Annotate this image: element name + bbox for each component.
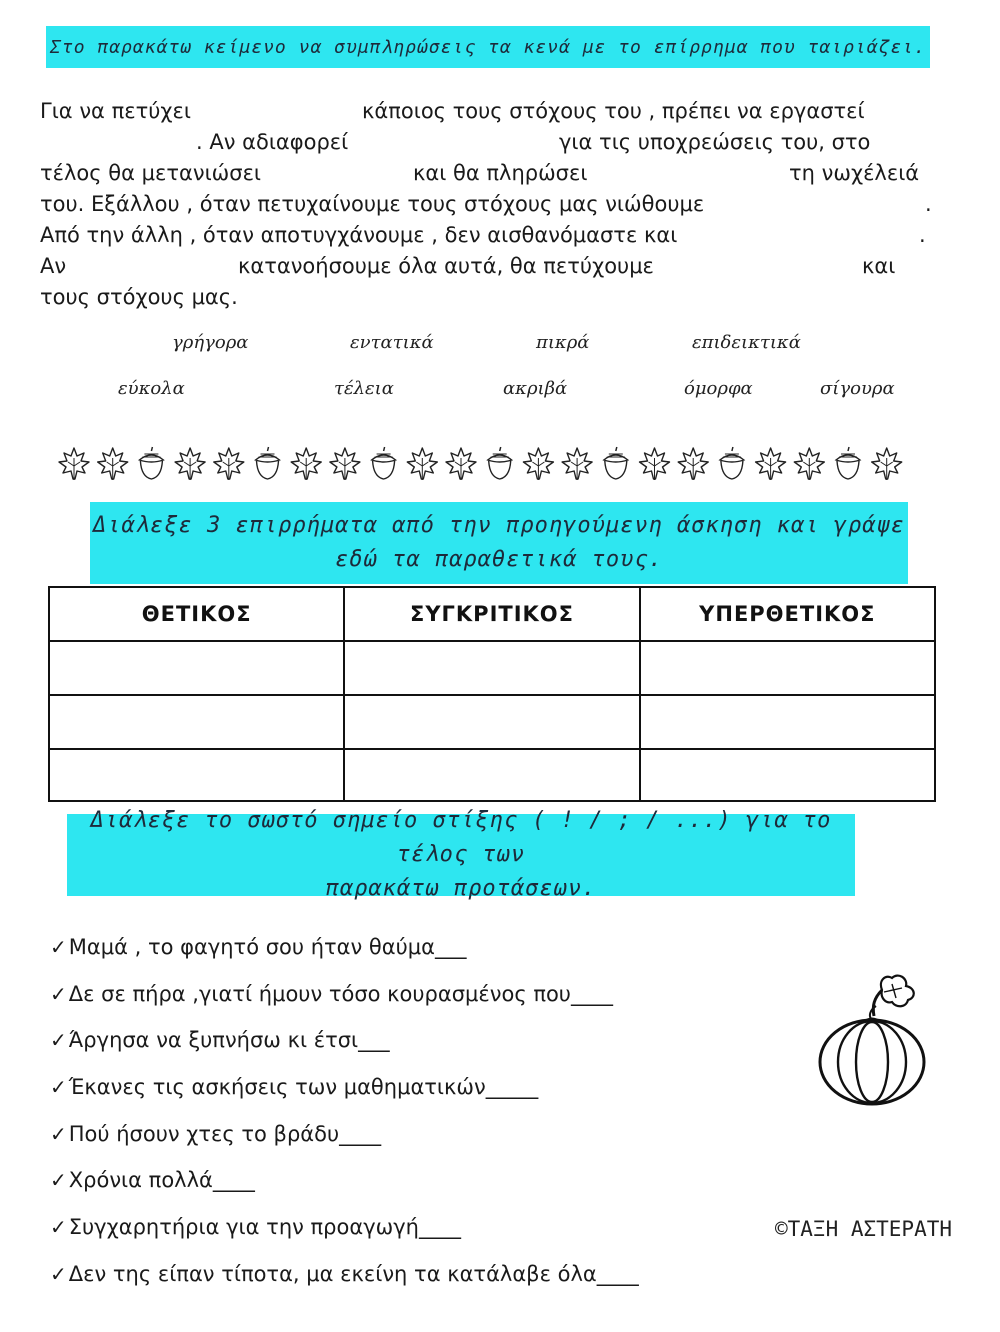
- sentence-text: Άργησα να ξυπνήσω κι έτσι___: [68, 1028, 390, 1052]
- acorn-icon: [720, 447, 744, 479]
- check-icon: ✓: [50, 1122, 67, 1146]
- instruction-banner-punctuation: [67, 808, 855, 901]
- list-item: [50, 1212, 461, 1242]
- word-bank-item: σίγουρα: [820, 378, 895, 399]
- list-item: [50, 1119, 381, 1149]
- list-item: [50, 979, 613, 1009]
- answer-cell[interactable]: [344, 641, 639, 695]
- word-bank-item: πικρά: [536, 332, 590, 353]
- list-item: [50, 1025, 390, 1055]
- degrees-table: [48, 586, 936, 802]
- maple-leaf-icon: [562, 448, 592, 480]
- acorn-icon: [836, 447, 860, 479]
- autumn-leaves-border: [56, 446, 908, 482]
- maple-leaf-icon: [794, 448, 824, 480]
- paragraph-text: τους στόχους μας.: [40, 285, 238, 309]
- instruction-text: παρακάτω προτάσεων.: [325, 876, 597, 901]
- answer-cell[interactable]: [640, 695, 935, 749]
- acorn-icon: [488, 447, 512, 479]
- word-bank-item: εύκολα: [118, 378, 185, 399]
- sentence-text: Συγχαρητήρια για την προαγωγή____: [68, 1215, 461, 1239]
- instruction-banner-comparatives: [90, 502, 908, 584]
- instruction-banner-fill-blanks: [46, 26, 930, 68]
- paragraph-text: τέλος θα μετανιώσει: [40, 161, 262, 185]
- copyright-text: ©ΤΑΞΗ ΑΣΤΕΡΑΤΗ: [775, 1217, 953, 1241]
- paragraph-text: του. Εξάλλου , όταν πετυχαίνουμε τους στόχους μας νιώθουμε: [40, 192, 705, 216]
- list-item: [50, 1165, 255, 1195]
- header-superlative: ΥΠΕΡΘΕΤΙΚΟΣ: [640, 587, 935, 641]
- pumpkin-icon: [812, 970, 930, 1110]
- acorn-icon: [604, 447, 628, 479]
- maple-leaf-icon: [175, 448, 205, 480]
- answer-cell[interactable]: [49, 695, 344, 749]
- sentence-text: Πού ήσουν χτες το βράδυ____: [68, 1122, 382, 1146]
- check-icon: ✓: [50, 982, 67, 1006]
- word-bank-item: επιδεικτικά: [692, 332, 801, 353]
- check-icon: ✓: [50, 1262, 67, 1286]
- instruction-text: Διάλεξε το σωστό σημείο στίξης ( ! / ; / ...) για το τέλος των: [90, 808, 832, 867]
- word-bank-item: τέλεια: [334, 378, 394, 399]
- list-item: [50, 1072, 538, 1102]
- acorn-icon: [372, 447, 396, 479]
- paragraph-text: .: [925, 192, 932, 216]
- acorn-icon: [139, 447, 163, 479]
- instruction-text: εδώ τα παραθετικά τους.: [335, 547, 663, 572]
- answer-cell[interactable]: [49, 749, 344, 801]
- word-bank-item: γρήγορα: [172, 332, 249, 353]
- maple-leaf-icon: [214, 448, 244, 480]
- answer-cell[interactable]: [344, 749, 639, 801]
- maple-leaf-icon: [407, 448, 437, 480]
- paragraph-text: Αν: [40, 254, 67, 278]
- answer-cell[interactable]: [640, 749, 935, 801]
- sentence-text: Χρόνια πολλά____: [68, 1168, 255, 1192]
- maple-leaf-icon: [446, 448, 476, 480]
- sentence-text: Δεν της είπαν τίποτα, μα εκείνη τα κατάλαβε όλα____: [68, 1262, 639, 1286]
- paragraph-text: κατανοήσουμε όλα αυτά, θα πετύχουμε: [238, 254, 654, 278]
- maple-leaf-icon: [756, 448, 786, 480]
- paragraph-text: κάποιος τους στόχους του , πρέπει να εργαστεί: [362, 99, 865, 123]
- paragraph-text: Από την άλλη , όταν αποτυγχάνουμε , δεν αισθανόμαστε και: [40, 223, 678, 247]
- answer-cell[interactable]: [49, 641, 344, 695]
- maple-leaf-icon: [640, 448, 670, 480]
- list-item: [50, 1259, 639, 1289]
- table-header-row: [49, 587, 935, 641]
- answer-cell[interactable]: [344, 695, 639, 749]
- paragraph-text: για τις υποχρεώσεις του, στο: [559, 130, 871, 154]
- check-icon: ✓: [50, 1168, 67, 1192]
- table-row: [49, 641, 935, 695]
- paragraph-text: και: [862, 254, 896, 278]
- table-row: [49, 749, 935, 801]
- maple-leaf-icon: [330, 448, 360, 480]
- table-row: [49, 695, 935, 749]
- sentence-text: Έκανες τις ασκήσεις των μαθηματικών_____: [68, 1075, 539, 1099]
- sentence-text: Μαμά , το φαγητό σου ήταν θαύμα___: [68, 935, 467, 959]
- paragraph-text: . Αν αδιαφορεί: [196, 130, 349, 154]
- header-comparative: ΣΥΓΚΡΙΤΙΚΟΣ: [344, 587, 639, 641]
- maple-leaf-icon: [98, 448, 128, 480]
- paragraph-text: .: [919, 223, 926, 247]
- instruction-text: Διάλεξε 3 επιρρήματα από την προηγούμενη άσκηση και γράψε: [93, 513, 905, 538]
- word-bank-item: ακριβά: [503, 378, 568, 399]
- check-icon: ✓: [50, 1075, 67, 1099]
- paragraph-text: Για να πετύχει: [40, 99, 191, 123]
- header-positive: ΘΕΤΙΚΟΣ: [49, 587, 344, 641]
- maple-leaf-icon: [59, 448, 89, 480]
- word-bank-item: εντατικά: [350, 332, 434, 353]
- maple-leaf-icon: [291, 448, 321, 480]
- acorn-icon: [256, 447, 280, 479]
- sentence-text: Δε σε πήρα ,γιατί ήμουν τόσο κουρασμένος που____: [68, 982, 613, 1006]
- check-icon: ✓: [50, 935, 67, 959]
- check-icon: ✓: [50, 1028, 67, 1052]
- answer-cell[interactable]: [640, 641, 935, 695]
- paragraph-text: τη νωχέλειά: [789, 161, 920, 185]
- maple-leaf-icon: [678, 448, 708, 480]
- maple-leaf-icon: [872, 448, 902, 480]
- word-bank-item: όμορφα: [684, 378, 753, 399]
- list-item: [50, 932, 466, 962]
- check-icon: ✓: [50, 1215, 67, 1239]
- paragraph-text: και θα πληρώσει: [413, 161, 588, 185]
- maple-leaf-icon: [523, 448, 553, 480]
- instruction-text: Στο παρακάτω κείμενο να συμπληρώσεις τα κενά με το επίρρημα που ταιριάζει.: [50, 36, 926, 58]
